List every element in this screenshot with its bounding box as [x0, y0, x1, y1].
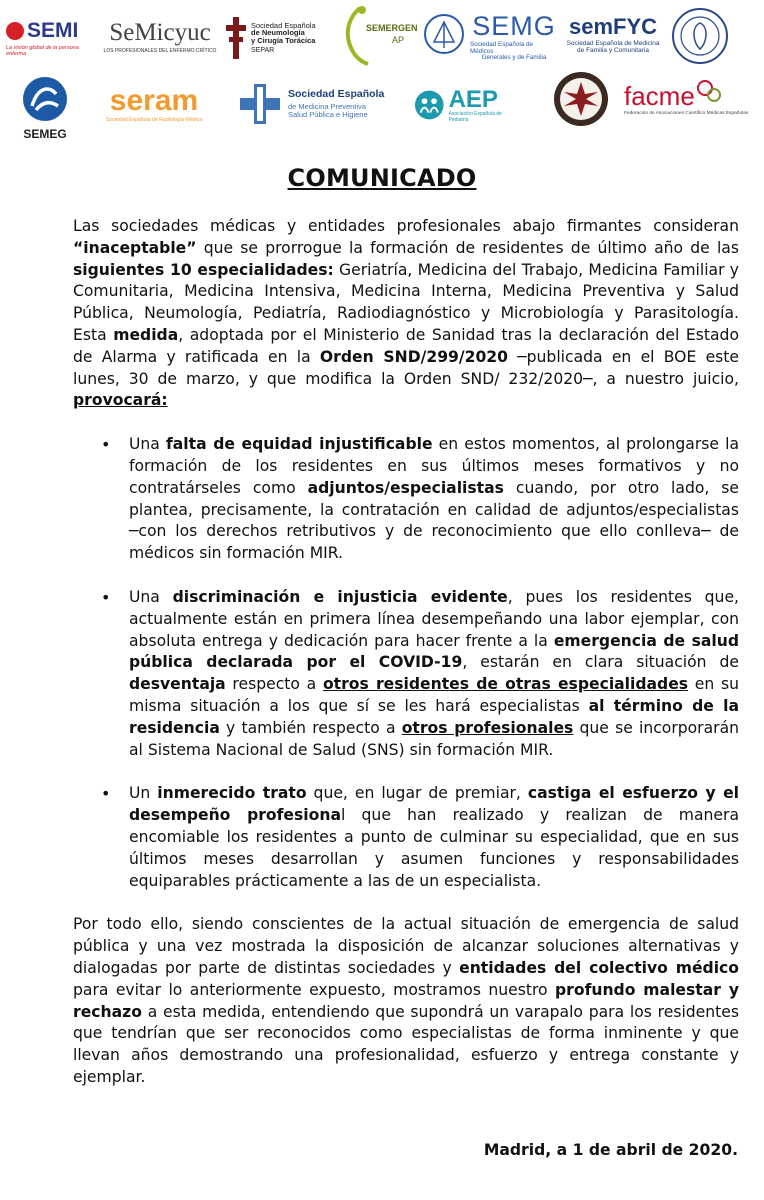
semi-logo — [6, 14, 98, 64]
bullet-text: cuando, por otro lado, se plantea, precisamente, la contratación en calidad de adjuntos/especialistas ─con los derechos retributivos y de reconocimiento que ello conlleva─ de médicos sin formación MIR. — [129, 478, 739, 563]
intro-text: Geriatría, Medicina del Trabajo, Medicina Familiar y Comunitaria, Medicina Intensiva, Medicina Interna, Medicina Preventiva y Salud Pública, Neumología, Pediatría, Radiodiagnóstico y Microbiología y Parasitología. Esta — [73, 260, 740, 344]
seram-logo — [92, 82, 216, 126]
separ-abbr: SEPAR — [251, 47, 275, 55]
intro-text: ─publicada en el BOE este lunes, 30 de marzo, y que modifica la Orden SND/ 232/2020─, a nuestro juicio, — [73, 347, 739, 388]
society-emblem-logo — [422, 12, 466, 56]
separ-line1: Sociedad Española — [251, 20, 316, 30]
intro-emphasis: Orden SND/299/2020 — [319, 347, 508, 366]
separ-cross-icon — [225, 15, 247, 61]
maltese-cross-icon — [552, 70, 610, 128]
separ-line3: y Cirugía Torácica — [251, 36, 316, 46]
bullet-text: en estos momentos, al prolongarse la formación de los residentes en sus últimos meses formativos y no contratárseles como — [129, 435, 739, 497]
bullet-emphasis: desventaja — [129, 675, 226, 694]
list-item — [129, 434, 739, 565]
seal-logo — [670, 6, 730, 66]
intro-emphasis — [73, 391, 168, 409]
list-item — [129, 783, 739, 892]
bullet-text: que, en lugar de premiar, — [306, 784, 528, 803]
semicyuc-name: SeMicyuc — [109, 18, 211, 46]
bullet-emphasis: emergencia de salud pública declarada por el COVID-19 — [129, 631, 740, 672]
semicyuc-tagline: LOS PROFESIONALES DEL ENFERMO CRÍTICO — [103, 48, 217, 54]
maltese-cross-seal-logo — [552, 70, 610, 128]
closing-paragraph — [73, 914, 739, 1088]
emblem-icon — [422, 12, 466, 56]
bullet-emphasis — [323, 675, 688, 693]
intro-emphasis: siguientes 10 especialidades: — [73, 260, 334, 279]
semg-line2: Generales y de Familia — [481, 54, 547, 62]
bullet-emphasis — [402, 719, 574, 737]
bullet-text: l que han realizado y realizan de manera encomiable los residentes a punto de culminar su especialidad, que en sus últimos meses desarrollan y asumen funciones y responsabilidades equiparables prácticamente a las de un especialista. — [129, 806, 739, 890]
closing-emphasis: profundo malestar y rechazo — [73, 980, 739, 1021]
semeg-symbol-icon — [22, 76, 68, 122]
logo-banner — [0, 0, 764, 150]
bullet-emphasis: discriminación e injusticia evidente — [172, 587, 508, 606]
semfyc-logo — [562, 6, 664, 64]
bullet-text: respecto a — [225, 675, 323, 694]
intro-paragraph — [73, 216, 739, 412]
document-body — [73, 216, 739, 1089]
closing-text: para evitar lo anteriormente expuesto, mostramos nuestro — [73, 980, 555, 999]
seram-tagline: Sociedad Española de Radiología Médica — [105, 117, 203, 124]
sempsph-line2: de Medicina Preventiva — [288, 102, 366, 112]
semeg-name: SEMEG — [23, 126, 67, 141]
consequences-list — [73, 434, 739, 892]
intro-emphasis: “inaceptable” — [73, 238, 197, 257]
sempsph-logo — [238, 80, 398, 128]
semicyuc-logo — [103, 12, 217, 62]
aep-children-icon — [414, 89, 445, 121]
intro-text: que se prorrogue la formación de residentes de último año de las — [196, 238, 739, 257]
bullet-text: Una — [129, 435, 166, 454]
bullet-text: , estarán en clara situación de — [462, 653, 739, 672]
bullet-emphasis: adjuntos/especialistas — [307, 478, 504, 497]
closing-text: Por todo ello, siendo conscientes de la actual situación de emergencia de salud pública y una vez mostrada la disposición de alcanzar soluciones alternativas y dialogadas por parte de distintas sociedades y — [73, 915, 739, 977]
facme-logo — [624, 72, 752, 124]
semfyc-line1: Sociedad Española de Medicina — [566, 40, 660, 48]
semergen-logo — [340, 2, 418, 70]
semg-name: SEMG — [472, 10, 556, 41]
bullet-emphasis: castiga el esfuerzo y el desempeño profesiona — [129, 784, 739, 825]
seram-name: seram — [109, 83, 199, 117]
semergen-figure-icon — [340, 4, 374, 66]
bullet-emphasis: al término de la residencia — [129, 696, 740, 737]
seal-icon — [671, 7, 729, 65]
semg-line1: Sociedad Española de Médicos — [470, 41, 534, 55]
semfyc-name: semFYC — [568, 14, 658, 40]
separ-line2: de Neumología — [251, 28, 305, 38]
semeg-logo — [14, 72, 76, 144]
bullet-emphasis: inmerecido trato — [157, 784, 307, 803]
semergen-name: SEMERGEN — [366, 23, 418, 33]
bullet-text: que se incorporarán al Sistema Nacional de Salud (SNS) sin formación MIR. — [129, 718, 740, 759]
semg-logo — [470, 10, 558, 64]
semi-name: SEMI — [27, 19, 79, 43]
semfyc-line2: de Familia y Comunitaria — [577, 47, 649, 55]
aep-logo — [414, 84, 520, 126]
semergen-suffix: AP — [392, 35, 405, 45]
semi-tagline: La visión global de la persona enferma — [6, 45, 79, 58]
closing-text: a esta medida, entendiendo que supondrá un varapalo para los residentes que tendrían que ser reconocidos como especialistas de forma inminente y que llevan años demostrando una profesionalidad, esfuerzo y entrega constante y ejemplar. — [73, 1002, 739, 1086]
bullet-text: Una — [129, 587, 173, 606]
signature-date: Madrid, a 1 de abril de 2020. — [483, 1141, 738, 1159]
aep-name: AEP — [448, 86, 498, 114]
sempsph-line1: Sociedad Española — [288, 88, 385, 101]
closing-emphasis: entidades del colectivo médico — [459, 958, 739, 977]
intro-underline: provocará: — [73, 391, 168, 410]
intro-text: , adoptada por el Ministerio de Sanidad tras la declaración del Estado de Alarma y ratificada en la — [73, 325, 739, 366]
aep-tagline: Asociación Española de Pediatría — [448, 111, 502, 123]
semi-swoosh-icon — [6, 22, 24, 40]
facme-tagline: Federación de Asociaciones Científico Médicas Españolas — [624, 110, 749, 116]
list-item — [129, 587, 739, 761]
bullet-emphasis: falta de equidad injustificable — [165, 435, 433, 454]
facme-name: facme — [624, 80, 695, 111]
bullet-underline: otros profesionales — [401, 718, 574, 737]
sempsph-cross-icon — [238, 82, 282, 126]
document-title: COMUNICADO — [287, 164, 477, 192]
bullet-text: Un — [129, 784, 158, 803]
bullet-underline: otros residentes de otras especialidades — [322, 675, 689, 694]
bullet-text: y también respecto a — [219, 718, 402, 737]
intro-text: Las sociedades médicas y entidades profesionales abajo firmantes consideran — [73, 217, 739, 235]
bullet-text: en su misma situación a los que sí se les hará especialistas — [129, 675, 740, 715]
separ-logo — [225, 12, 337, 64]
facme-circles-icon — [695, 80, 723, 110]
bullet-text: , pues los residentes que, actualmente están en primera línea desempeñando una labor ejemplar, con absoluta entrega y dedicación para hacer frente a la — [129, 587, 739, 650]
sempsph-line3: Salud Pública e Higiene — [288, 110, 368, 119]
intro-emphasis: medida — [113, 325, 179, 344]
